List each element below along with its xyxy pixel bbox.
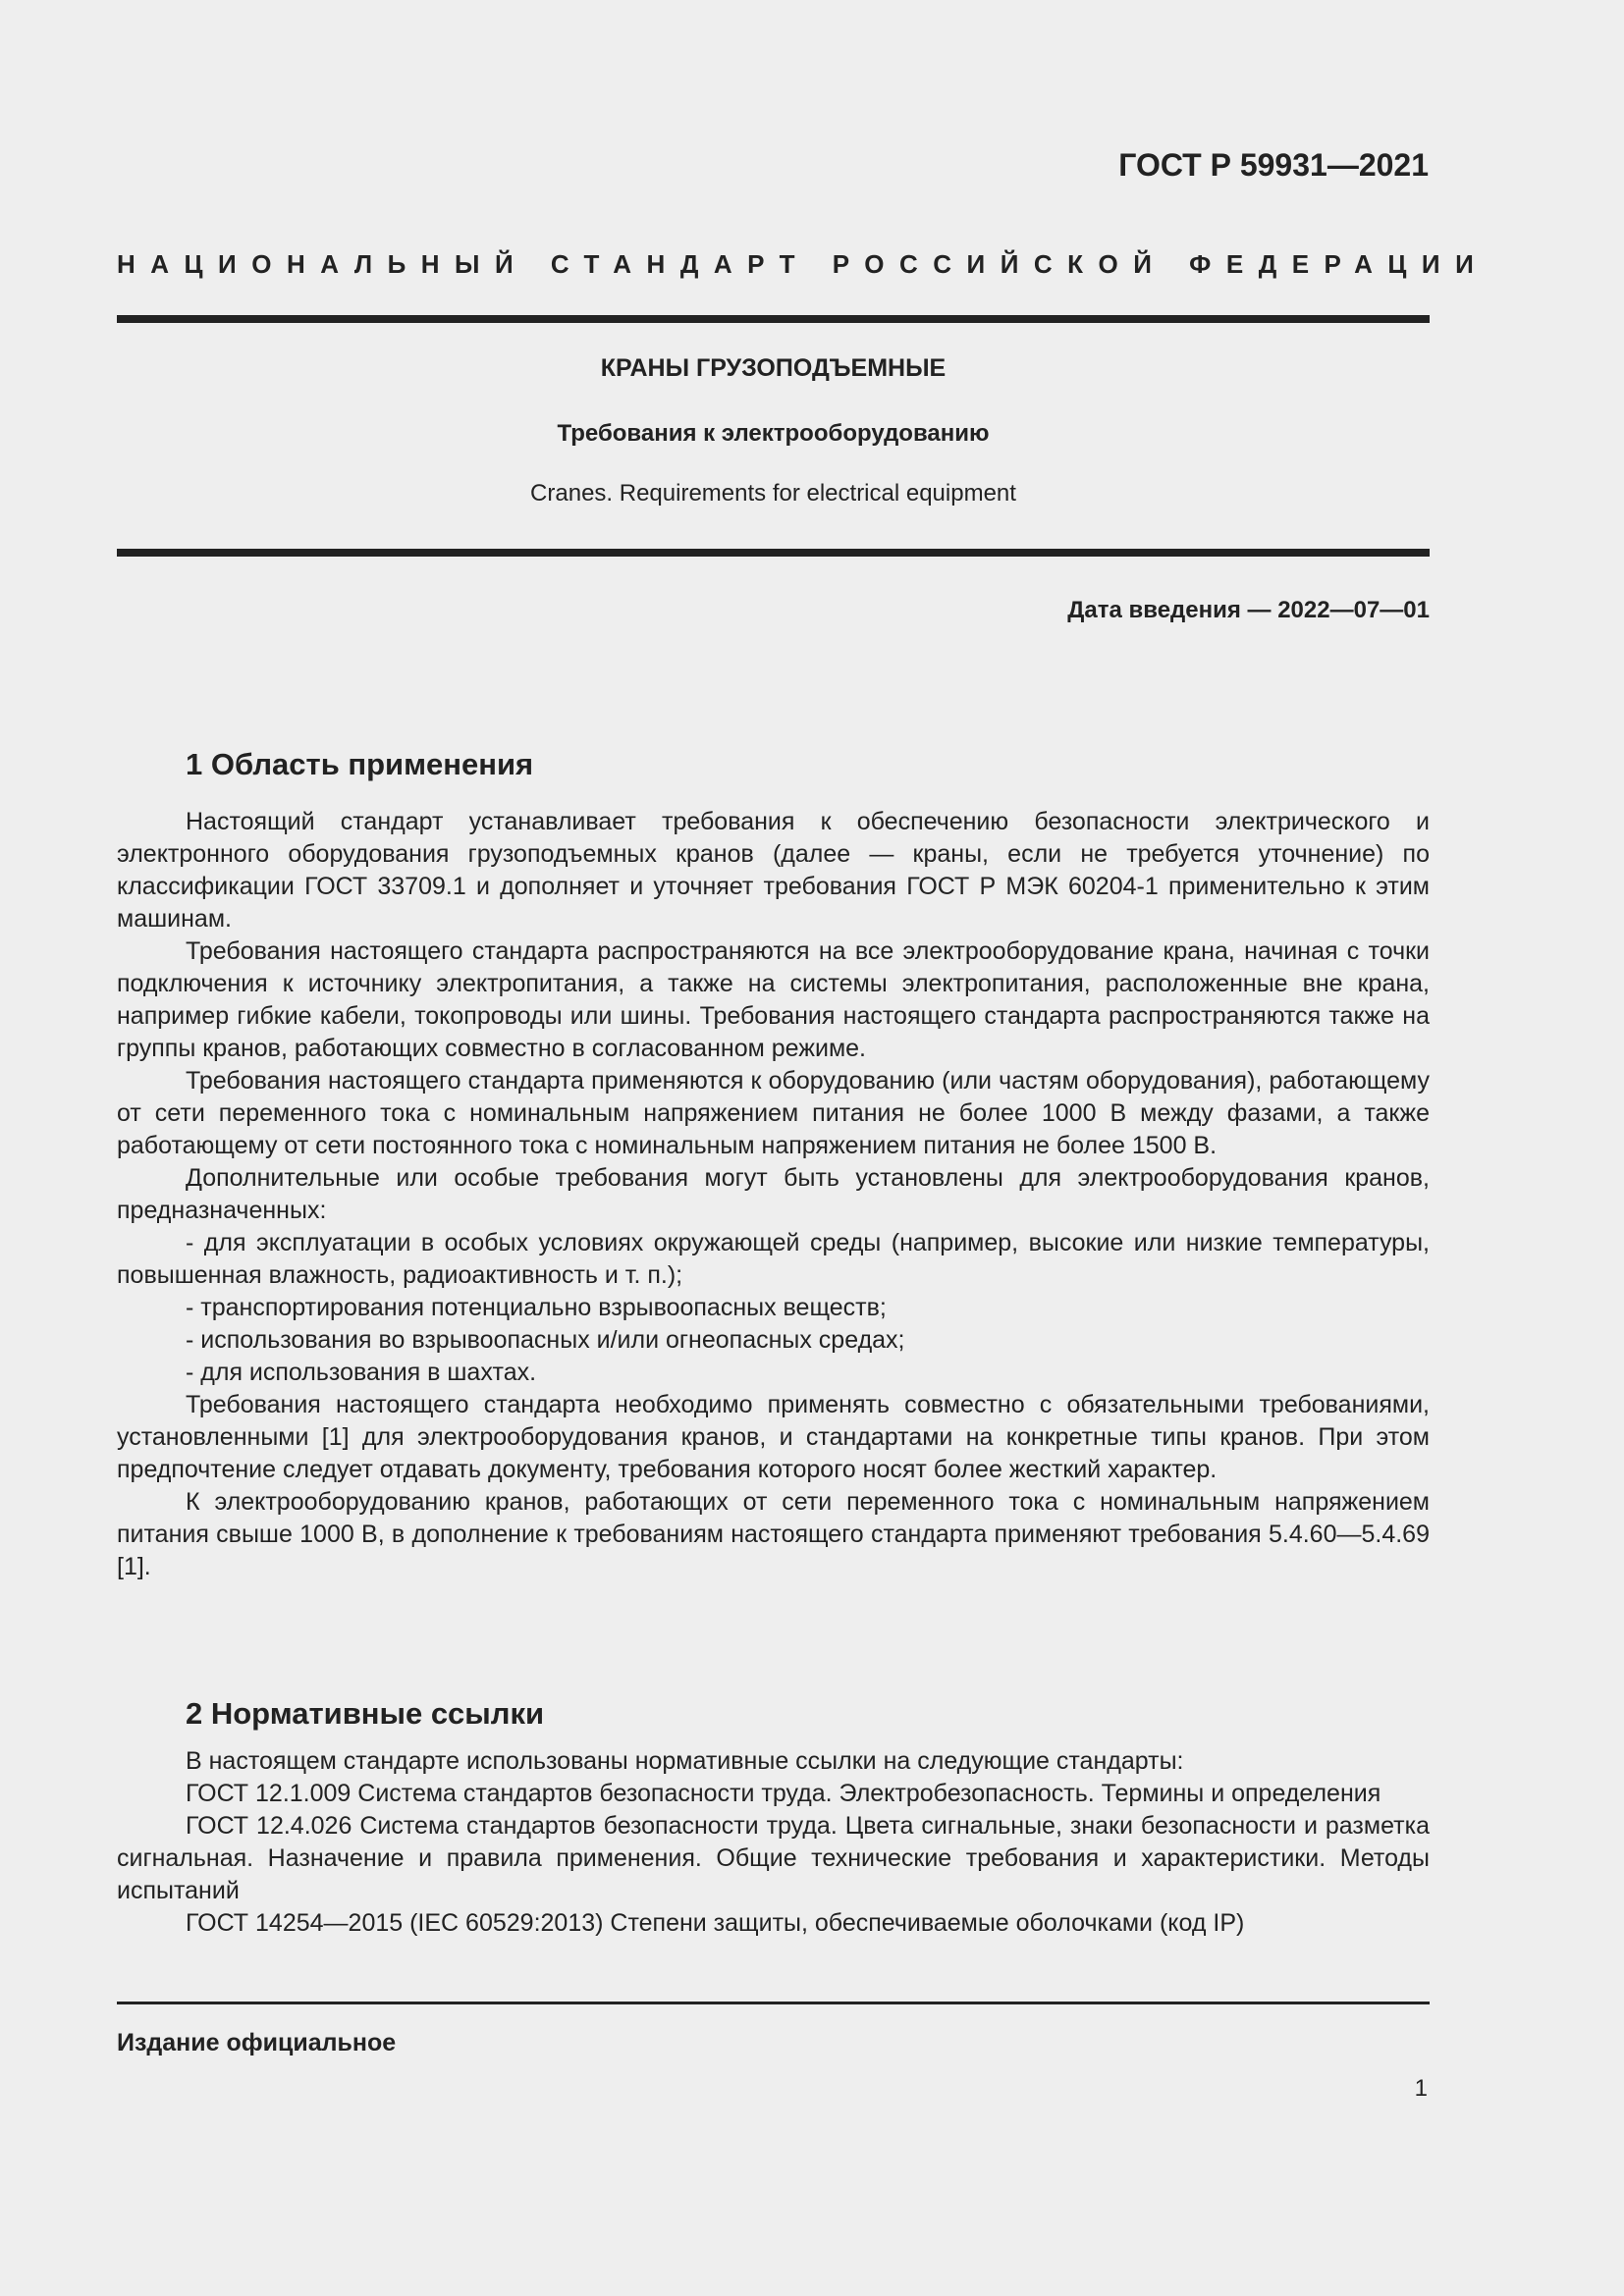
paragraph: В настоящем стандарте использованы нормативные ссылки на следующие стандарты: — [186, 1747, 1184, 1775]
paragraph: Дополнительные или особые требования могут быть установлены для электрооборудования кранов, предназначенных: — [117, 1164, 1430, 1224]
section-2-heading: 2 Нормативные ссылки — [186, 1696, 545, 1731]
introduction-date: Дата введения — 2022—07—01 — [1067, 597, 1430, 623]
list-item: - для использования в шахтах. — [186, 1359, 537, 1386]
official-edition-label: Издание официальное — [117, 2029, 397, 2056]
national-standard-line: НАЦИОНАЛЬНЫЙ СТАНДАРТ РОССИЙСКОЙ ФЕДЕРАЦИИ — [117, 249, 1489, 279]
page-number: 1 — [1414, 2075, 1428, 2102]
paragraph: Требования настоящего стандарта необходимо применять совместно с обязательными требованиями, установленными [1] для электрооборудования кранов, и стандартами на конкретные типы кранов. При этом предпочтение следует отдавать документу, требования которого носят более жесткий характер. — [117, 1391, 1430, 1483]
list-item: - транспортирования потенциально взрывоопасных веществ; — [186, 1294, 887, 1321]
section-1 — [117, 743, 1430, 1583]
section-2 — [117, 1692, 1430, 1940]
title-rule — [117, 549, 1430, 557]
section-1-heading: 1 Область применения — [186, 747, 534, 781]
reference-item: ГОСТ 14254—2015 (IEC 60529:2013) Степени защиты, обеспечиваемые оболочками (код IP) — [186, 1909, 1245, 1937]
list-item: - для эксплуатации в особых условиях окружающей среды (например, высокие или низкие температуры, повышенная влажность, радиоактивность и т. п.); — [117, 1229, 1430, 1289]
document-title: КРАНЫ ГРУЗОПОДЪЕМНЫЕ — [600, 354, 947, 382]
document-subtitle: Требования к электрооборудованию — [557, 420, 990, 447]
footer-rule — [117, 2002, 1430, 2004]
reference-item: ГОСТ 12.1.009 Система стандартов безопасности труда. Электробезопасность. Термины и определения — [186, 1780, 1381, 1807]
list-item: - использования во взрывоопасных и/или огнеопасных средах; — [186, 1326, 905, 1354]
paragraph: Требования настоящего стандарта распространяются на все электрооборудование крана, начиная с точки подключения к источнику электропитания, а также на системы электропитания, расположенные вне крана, например гибкие кабели, токопроводы или шины. Требования настоящего стандарта распространяются также на группы кранов, работающих совместно в согласованном режиме. — [117, 937, 1430, 1062]
reference-item: ГОСТ 12.4.026 Система стандартов безопасности труда. Цвета сигнальные, знаки безопасности и разметка сигнальная. Назначение и правила применения. Общие технические требования и характеристики. Методы испытаний — [117, 1812, 1430, 1904]
paragraph: К электрооборудованию кранов, работающих от сети переменного тока с номинальным напряжением питания свыше 1000 В, в дополнение к требованиям настоящего стандарта применяют требования 5.4.60—5.4.69 [1]. — [117, 1488, 1430, 1580]
paragraph: Настоящий стандарт устанавливает требования к обеспечению безопасности электрического и электронного оборудования грузоподъемных кранов (далее — краны, если не требуется уточнение) по классификации ГОСТ 33709.1 и дополняет и уточняет требования ГОСТ Р МЭК 60204-1 применительно к этим машинам. — [117, 808, 1430, 933]
paragraph: Требования настоящего стандарта применяются к оборудованию (или частям оборудования), работающему от сети переменного тока с номинальным напряжением питания не более 1000 В между фазами, а также работающему от сети постоянного тока с номинальным напряжением питания не более 1500 В. — [117, 1067, 1430, 1159]
document-number: ГОСТ Р 59931—2021 — [1118, 147, 1429, 183]
header-rule — [117, 315, 1430, 323]
document-title-english: Cranes. Requirements for electrical equipment — [530, 480, 1016, 507]
